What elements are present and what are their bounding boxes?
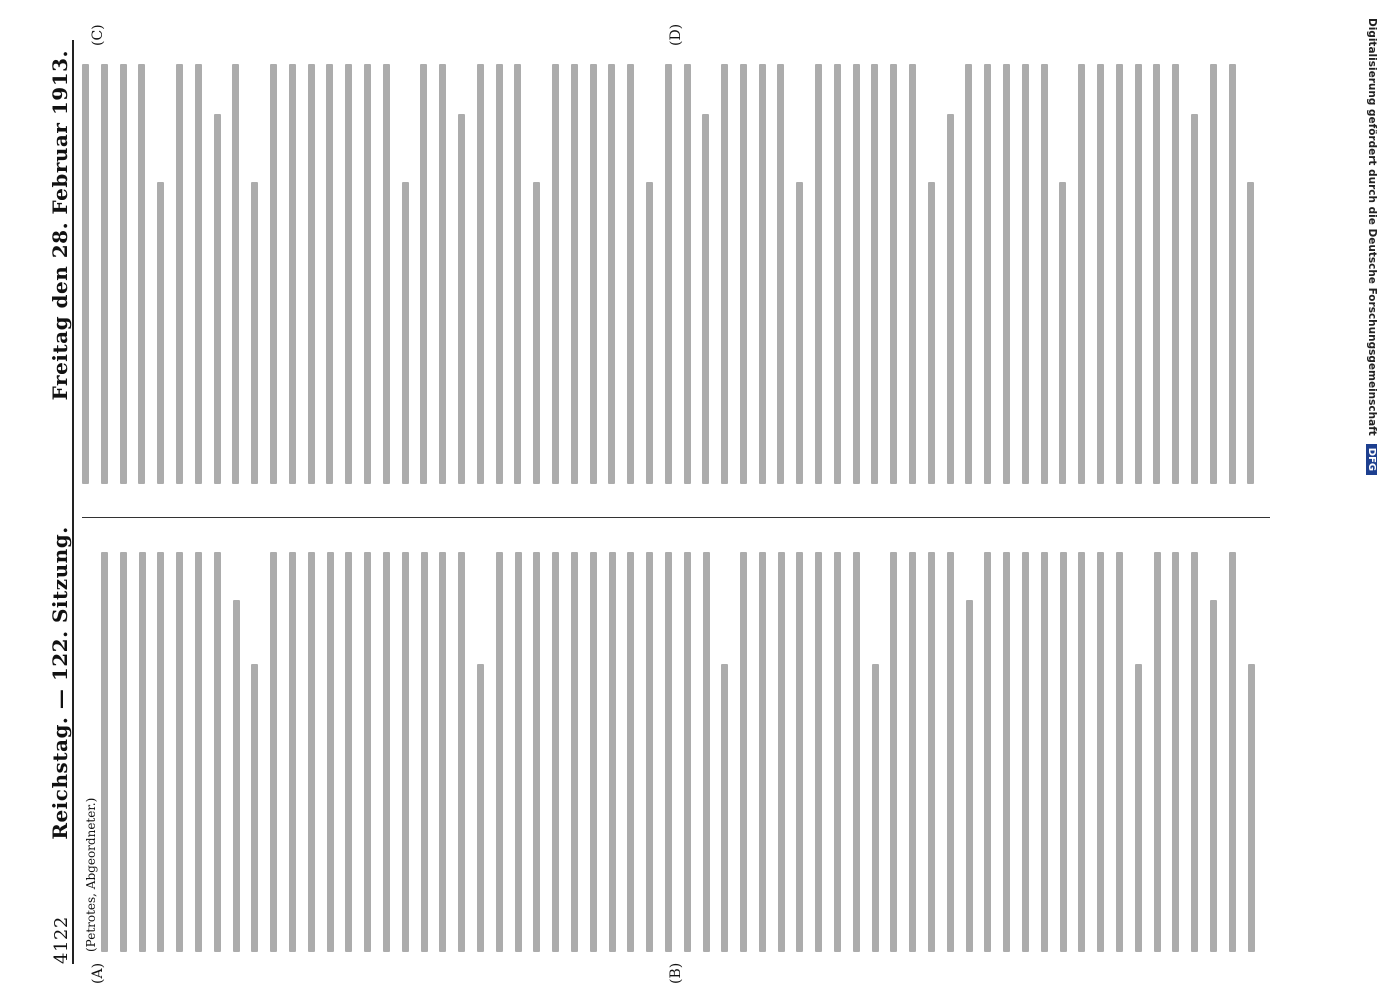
text-line bbox=[759, 552, 766, 952]
text-line bbox=[308, 552, 315, 952]
text-line bbox=[120, 552, 127, 952]
text-line bbox=[176, 552, 183, 952]
text-line bbox=[608, 64, 615, 484]
text-line bbox=[1210, 600, 1217, 952]
text-line bbox=[270, 64, 277, 484]
text-line bbox=[928, 552, 935, 952]
margin-mark-b: (B) bbox=[668, 962, 684, 984]
text-line bbox=[871, 64, 878, 484]
text-line bbox=[702, 114, 709, 484]
text-line bbox=[251, 182, 258, 484]
text-line bbox=[609, 552, 616, 952]
column-divider bbox=[82, 517, 1270, 518]
text-line bbox=[402, 552, 409, 952]
text-line bbox=[571, 552, 578, 952]
text-line bbox=[139, 552, 146, 952]
right-text-column bbox=[82, 64, 1270, 484]
page-number: 4122 bbox=[51, 916, 72, 964]
text-line bbox=[777, 64, 784, 484]
text-line bbox=[552, 552, 559, 952]
text-line bbox=[1041, 64, 1048, 484]
text-line bbox=[232, 64, 239, 484]
text-line bbox=[289, 64, 296, 484]
dfg-logo: DFG bbox=[1366, 444, 1377, 475]
text-line bbox=[1059, 182, 1066, 484]
text-line bbox=[251, 664, 258, 952]
text-line bbox=[684, 552, 691, 952]
text-line bbox=[420, 64, 427, 484]
text-line bbox=[1154, 552, 1161, 952]
text-line bbox=[665, 552, 672, 952]
text-line bbox=[308, 64, 315, 484]
text-line bbox=[646, 552, 653, 952]
text-line bbox=[120, 64, 127, 484]
text-line bbox=[383, 552, 390, 952]
text-line bbox=[853, 552, 860, 952]
text-line bbox=[533, 182, 540, 484]
text-line bbox=[458, 552, 465, 952]
text-line bbox=[740, 552, 747, 952]
text-line bbox=[1191, 552, 1198, 952]
margin-mark-a: (A) bbox=[90, 962, 106, 984]
text-line bbox=[364, 552, 371, 952]
text-line bbox=[1153, 64, 1160, 484]
text-line bbox=[796, 552, 803, 952]
text-line bbox=[740, 64, 747, 484]
text-line bbox=[1078, 64, 1085, 484]
margin-mark-d: (D) bbox=[668, 23, 684, 46]
text-line bbox=[326, 64, 333, 484]
text-line bbox=[1116, 552, 1123, 952]
text-line bbox=[345, 552, 352, 952]
text-line bbox=[909, 64, 916, 484]
text-line bbox=[515, 552, 522, 952]
text-line bbox=[1229, 64, 1236, 484]
text-line bbox=[157, 182, 164, 484]
text-line bbox=[590, 64, 597, 484]
text-line bbox=[571, 64, 578, 484]
text-line bbox=[477, 664, 484, 952]
text-line bbox=[590, 552, 597, 952]
text-line bbox=[1191, 114, 1198, 484]
text-line bbox=[1172, 552, 1179, 952]
text-line bbox=[965, 64, 972, 484]
credit-text: Digitalisierung gefördert durch die Deutsche Forschungsgemeinschaft bbox=[1366, 18, 1378, 436]
text-line bbox=[1135, 664, 1142, 952]
text-line bbox=[1172, 64, 1179, 484]
text-line bbox=[439, 64, 446, 484]
text-line bbox=[796, 182, 803, 484]
text-line bbox=[496, 64, 503, 484]
text-line bbox=[327, 552, 334, 952]
text-line bbox=[1078, 552, 1085, 952]
text-line bbox=[984, 64, 991, 484]
text-line bbox=[1248, 664, 1255, 952]
text-line bbox=[176, 64, 183, 484]
text-line bbox=[214, 114, 221, 484]
text-line bbox=[665, 64, 672, 484]
text-line bbox=[853, 64, 860, 484]
text-line bbox=[627, 64, 634, 484]
session-title: Reichstag. — 122. Sitzung. bbox=[48, 526, 72, 840]
text-line bbox=[947, 552, 954, 952]
text-line bbox=[439, 552, 446, 952]
text-line bbox=[984, 552, 991, 952]
text-line bbox=[1022, 64, 1029, 484]
text-line bbox=[815, 552, 822, 952]
text-line bbox=[815, 64, 822, 484]
text-line bbox=[721, 664, 728, 952]
text-line bbox=[157, 552, 164, 952]
text-line bbox=[778, 552, 785, 952]
text-line bbox=[1097, 64, 1104, 484]
text-line bbox=[872, 664, 879, 952]
text-line bbox=[1022, 552, 1029, 952]
text-line bbox=[834, 552, 841, 952]
text-line bbox=[1247, 182, 1254, 484]
text-line bbox=[195, 552, 202, 952]
text-line bbox=[684, 64, 691, 484]
text-line bbox=[214, 552, 221, 952]
text-line bbox=[627, 552, 634, 952]
text-line bbox=[1210, 64, 1217, 484]
text-line bbox=[1060, 552, 1067, 952]
text-line bbox=[383, 64, 390, 484]
text-line bbox=[1003, 552, 1010, 952]
text-line bbox=[1229, 552, 1236, 952]
text-line bbox=[928, 182, 935, 484]
text-line bbox=[289, 552, 296, 952]
text-line bbox=[477, 64, 484, 484]
text-line bbox=[402, 182, 409, 484]
text-line bbox=[1041, 552, 1048, 952]
margin-mark-c: (C) bbox=[90, 24, 106, 46]
text-line bbox=[195, 64, 202, 484]
text-line bbox=[101, 552, 108, 952]
text-line bbox=[552, 64, 559, 484]
text-line bbox=[759, 64, 766, 484]
left-text-column bbox=[82, 552, 1270, 952]
text-line bbox=[82, 64, 89, 484]
text-line bbox=[270, 552, 277, 952]
text-line bbox=[721, 64, 728, 484]
text-line bbox=[909, 552, 916, 952]
text-line bbox=[834, 64, 841, 484]
text-line bbox=[233, 600, 240, 952]
speaker-tag: (Petrotes, Abgeordneter.) bbox=[84, 797, 98, 952]
text-line bbox=[138, 64, 145, 484]
text-line bbox=[458, 114, 465, 484]
session-date: Freitag den 28. Februar 1913. bbox=[48, 50, 72, 401]
text-line bbox=[890, 552, 897, 952]
text-line bbox=[703, 552, 710, 952]
text-line bbox=[1003, 64, 1010, 484]
text-line bbox=[1135, 64, 1142, 484]
page-header bbox=[20, 40, 74, 964]
text-line bbox=[496, 552, 503, 952]
text-line bbox=[646, 182, 653, 484]
text-line bbox=[947, 114, 954, 484]
text-line bbox=[514, 64, 521, 484]
text-line bbox=[101, 64, 108, 484]
text-line bbox=[1097, 552, 1104, 952]
text-line bbox=[1116, 64, 1123, 484]
digitization-credit bbox=[1362, 18, 1378, 978]
text-line bbox=[345, 64, 352, 484]
text-line bbox=[364, 64, 371, 484]
text-line bbox=[890, 64, 897, 484]
text-line bbox=[533, 552, 540, 952]
text-line bbox=[421, 552, 428, 952]
text-line bbox=[966, 600, 973, 952]
